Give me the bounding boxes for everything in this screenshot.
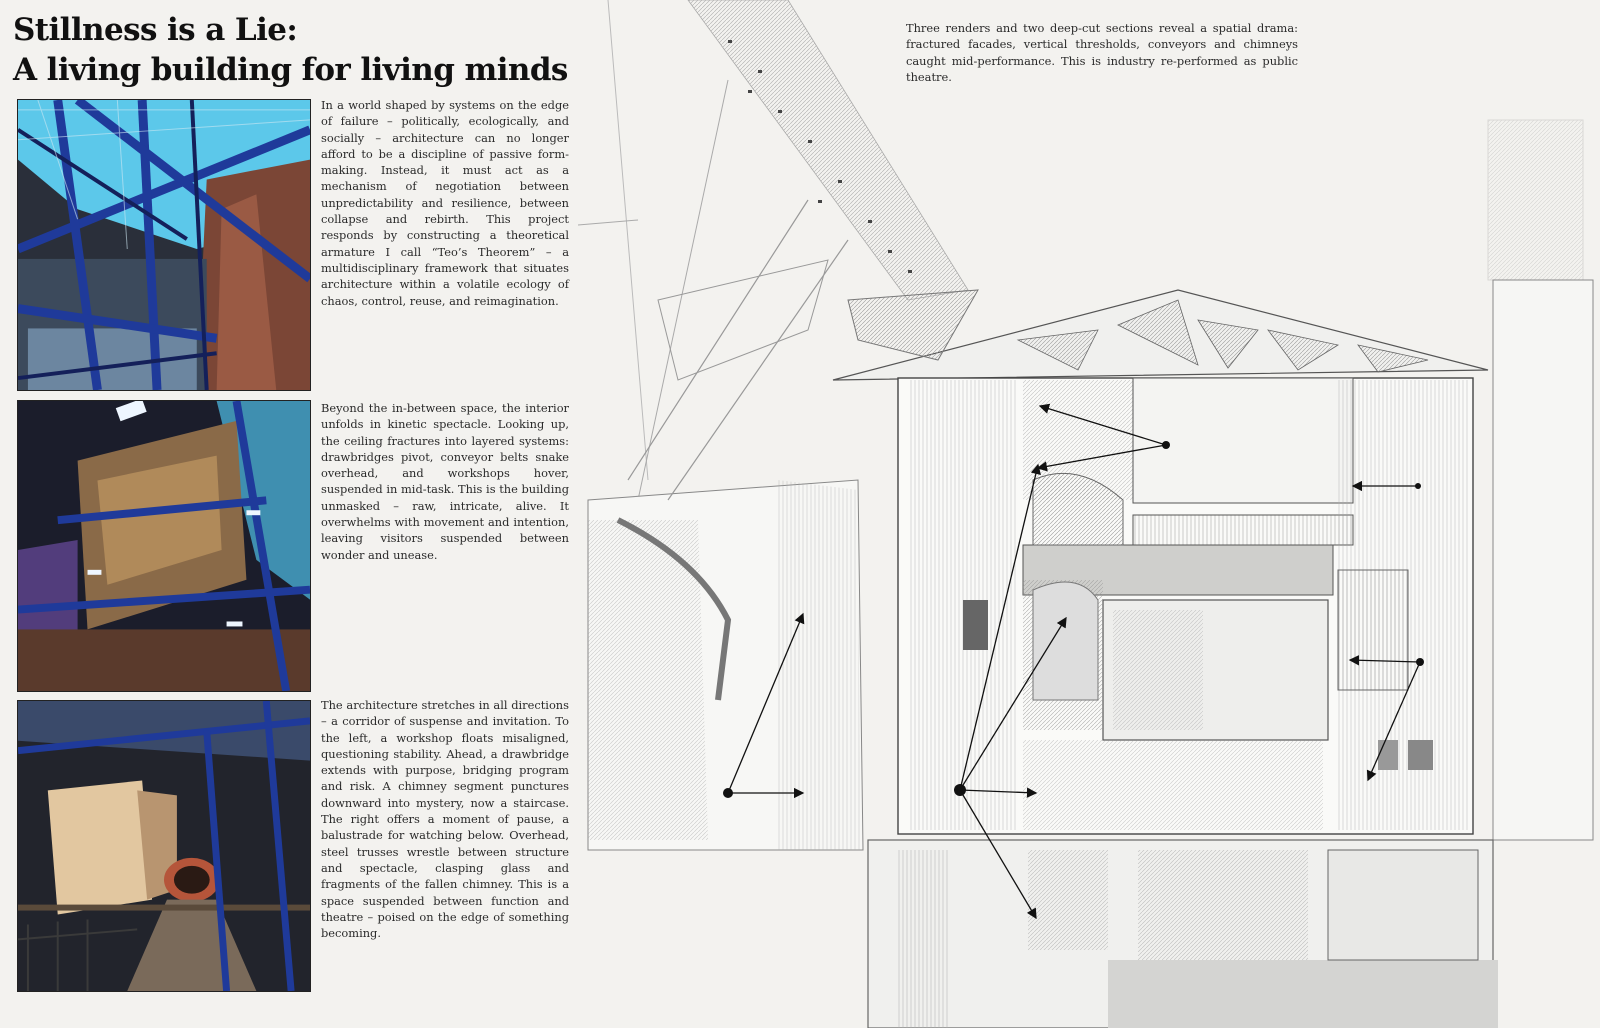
title-line-2: A living building for living minds: [13, 52, 568, 88]
title-line-1: Stillness is a Lie:: [13, 12, 298, 48]
section-drawing: [578, 0, 1600, 1028]
page-title: [13, 10, 593, 90]
interior-paragraph: Beyond the in-between space, the interior unfolds in kinetic spectacle. Looking up, the ceiling fractures into layered systems: drawbridges pivot, conveyor belts snake overhead, and workshops hover, suspended in mid-task. This is the building unmasked – raw, intricate, alive. It overwhelms with movement and intention, leaving visitors suspended between wonder and unease.: [321, 401, 569, 562]
render-interior-image: [17, 400, 311, 692]
render-corridor-image: [17, 700, 311, 992]
corridor-paragraph: The architecture stretches in all directions – a corridor of suspense and invitation. To the left, a workshop floats misaligned, questioning stability. Ahead, a drawbridge extends with purpose, bridging program and risk. A chimney segment punctures downward into mystery, now a staircase. The right offers a moment of pause, a balustrade for watching below. Overhead, steel trusses wrestle between structure and spectacle, clasping glass and fragments of the fallen chimney. This is a space suspended between function and theatre – poised on the edge of something becoming.: [321, 698, 569, 941]
intro-paragraph: In a world shaped by systems on the edge of failure – politically, ecologically, and socially – architecture can no longer afford to be a discipline of passive form-making. Instead, it must act as a mechanism of negotiation between unpredictability and resilience, between collapse and rebirth. This project responds by constructing a theoretical armature I call “Teo’s Theorem” – a multidisciplinary framework that situates architecture within a volatile ecology of chaos, control, reuse, and reimagination.: [321, 98, 569, 308]
sections-caption: Three renders and two deep-cut sections reveal a spatial drama: fractured facades, vertical thresholds, conveyors and chimneys caught mid-performance. This is industry re-performed as public theatre.: [906, 21, 1298, 84]
render-atrium-image: [17, 99, 311, 391]
